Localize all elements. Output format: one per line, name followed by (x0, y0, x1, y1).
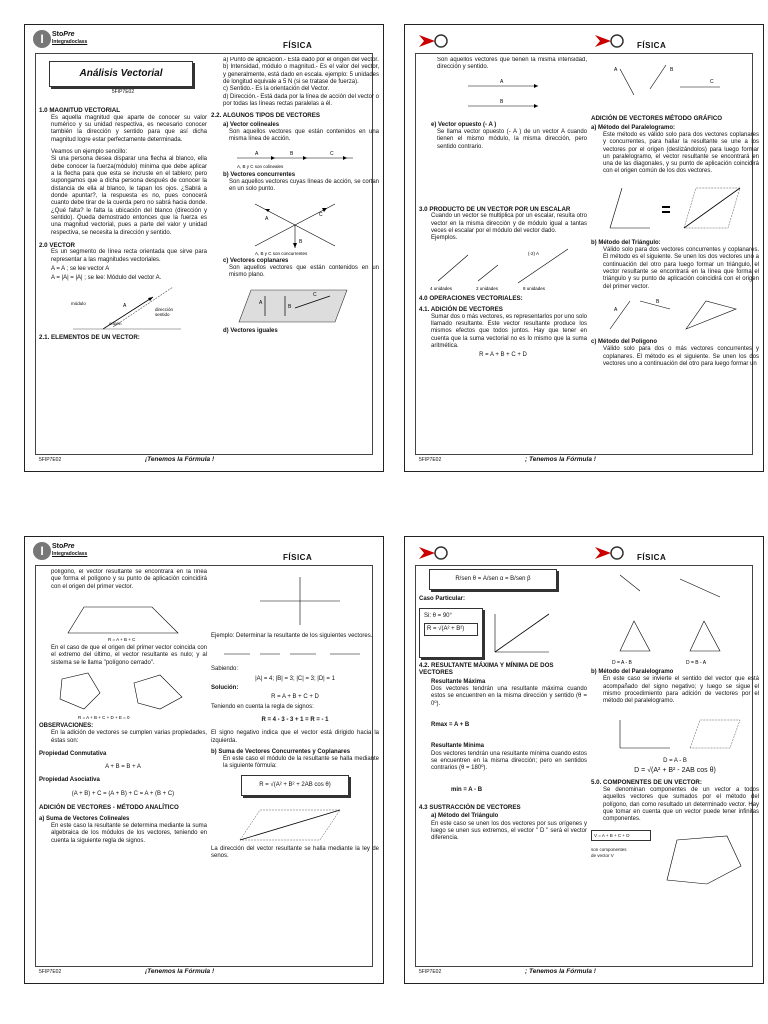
coplanar-vectors-figure (235, 282, 355, 326)
triangle-method-figure (600, 293, 750, 337)
polygon-components-figure (657, 830, 747, 890)
polygon-method-figure (48, 593, 198, 643)
column-right (591, 57, 759, 453)
paragraph: Son aquellos vectores que están contenidos en un mismo plano. (229, 264, 379, 279)
column-right (591, 569, 759, 965)
paragraph: Si una persona desea disparar una flecha al blanco, ella debe conocer la fuerza(módulo) mínima que debe aplicar a la flecha para que esta se incruste en el tablero; pero supongamos que a dicha persona después de conocer la distancia de ella al blanco, le tapan los ojos. ¿Sabrá a donde apuntar?, la respuesta es no, pues conocerá cuanto debe tirar de la cuerda pero no sabrá hacia donde. ¿Qué falta? le falta la ubicación del blanco (dirección y sentido). Queda demostrado entonces que la fuerza es una magnitud vectorial, pues a parte del valor y unidad respectiva, se necesita la dirección y sentido. (51, 156, 207, 236)
paragraph: Ejemplos. (431, 235, 458, 242)
equation: R = 4 - 3 - 3 + 1 = R = - 1 (261, 716, 329, 723)
subheading: OBSERVACIONES: (39, 722, 94, 729)
paragraph: Cuando un vector se multiplica por un escalar, resulta otro vector en la misma dirección y de módulo igual a tantas veces el escalar por el módulo del vector dado. (431, 213, 587, 235)
paragraph: En este caso el módulo de la resultante se halla mediante la siguiente fórmula: (223, 756, 379, 770)
footer-code: 5FIP7E02 (419, 969, 442, 975)
section-heading: ADICIÓN DE VECTORES MÉTODO GRÁFICO (591, 115, 723, 122)
logo-icon: I (33, 542, 51, 560)
paragraph: En el caso de que el origen del primer vector coincida con el extremo del último, el vector resultante es nulo; y al sistema se le llama "polígono cerrado". (51, 644, 207, 666)
paragraph: Es un segmento de línea recta orientada que sirve para representar a las magnitudes vectoriales. (51, 249, 207, 263)
scalar-product-figure (428, 245, 578, 291)
document-title: Análisis Vectorial (49, 61, 193, 87)
subheading: d) Vectores iguales (223, 327, 278, 334)
paragraph: Es aquella magnitud que aparte de conocer su valor numérico y su unidad respectiva, es necesario conocer también la dirección y sentido para que así dicha magnitud logre estar perfectamente determinada. (51, 114, 207, 143)
svg-text:A, B y C son concurrentes: A, B y C son concurrentes (255, 250, 308, 256)
vector-elements-figure (63, 285, 183, 331)
formula-box: R = √(A² + B² + 2AB cos θ) (241, 775, 349, 796)
svg-text:8 unidades: 8 unidades (523, 285, 546, 291)
right-angle-figure (489, 608, 559, 658)
page-1 (24, 24, 384, 472)
section-heading: 4.1. ADICIÓN DE VECTORES (419, 306, 503, 314)
arrow-logo-icon (419, 33, 451, 49)
paragraph: a) Punto de aplicación.- Está dado por el origen del vector. (223, 57, 379, 63)
page-header (25, 25, 383, 53)
svg-text:módulo: módulo (71, 300, 86, 306)
svg-text:B: B (290, 150, 294, 157)
subheading: c) Vectores coplanares (223, 257, 289, 264)
svg-text:(-2) A: (-2) A (528, 250, 540, 256)
subtraction-parallelogram-figure (600, 708, 750, 756)
arrow-logo-icon (595, 33, 627, 49)
page-footer (405, 457, 763, 467)
spacer (419, 151, 587, 203)
paragraph: La dirección del vector resultante se halla mediante la ley de senos. (211, 846, 379, 860)
logo-text: StoPre Integradoclass (52, 31, 88, 45)
equation: min = A - B (451, 786, 483, 793)
svg-text:C: C (313, 291, 317, 298)
subheading: b) Suma de Vectores Concurrentes y Coplanares (211, 748, 351, 755)
subheading: Propiedad Asociativa (39, 777, 100, 784)
paragraph: Ejemplo: Determinar la resultante de los siguientes vectores. (211, 633, 373, 639)
paragraph: A = A ; se lee vector A (51, 266, 110, 273)
collinear-vectors-figure (235, 146, 355, 170)
section-heading: 4.3 SUSTRACCIÓN DE VECTORES (419, 803, 521, 811)
equation: (A + B) + C = (A + B) + C = A + (B + C) (71, 790, 175, 797)
paragraph: El signo negativo indica que el vector está dirigido hacia la izquierda. (211, 730, 379, 744)
logo-text: StoPre Integradoclass (52, 543, 88, 557)
subheading: b) Método del Triángulo: (591, 239, 661, 246)
page-footer (25, 969, 383, 979)
subheading: Caso Particular: (419, 596, 466, 603)
page-footer (405, 969, 763, 979)
parallelogram-figure (600, 178, 750, 238)
paragraph: Son aquellos vectores que están contenidos en una misma línea de acción. (229, 129, 379, 143)
footer-slogan: ¡Tenemos la Fórmula ! (145, 456, 215, 463)
paragraph: Válido solo para dos vectores concurrentes y coplanares. El método es el siguiente. Se unen los dos vectores uno a continuación del otro para luego formar un triángulo, el vector resultante se encontrará en la línea que forma el triángulo y su punto de aplicación coincidirá con el origen del primer vector. (603, 247, 759, 290)
equation: R = A + B + C + D (479, 352, 527, 359)
equation: D = A - B (663, 757, 687, 764)
paragraph: polígono, el vector resultante se encontrará en la línea que forma el polígono y su punto de aplicación coincidirá con el origen del primer vector. (51, 569, 207, 590)
subject-title: FÍSICA (283, 553, 313, 562)
svg-text:C: C (319, 211, 323, 218)
paragraph: En este caso se invierte el sentido del vector que está acompañado del signo negativo; y luego se sigue el mismo procedimiento para adición de vectores por el método del paralelogramo. (603, 676, 759, 705)
paragraph: Teniendo en cuenta la regla de signos: (211, 703, 314, 710)
svg-text:B: B (656, 298, 660, 305)
svg-text:B: B (288, 303, 292, 310)
svg-text:R = A + B + C + D + E = 0: R = A + B + C + D + E = 0 (78, 714, 130, 720)
subheading: c) Método del Polígono (591, 338, 657, 345)
logo-icon: I (33, 30, 51, 48)
section-heading: ADICIÓN DE VECTORES - MÉTODO ANALÍTICO (39, 804, 179, 812)
svg-text:dirección: dirección (155, 306, 174, 312)
paragraph: Se llama vector opuesto (- A ) de un vector A cuando tienen el mismo módulo, la misma dirección, pero sentido contrario. (437, 128, 587, 150)
column-right (211, 569, 379, 965)
subheading: a) Método del Paralelogramo: (591, 124, 676, 131)
footer-code: 5FIP7E02 (39, 969, 62, 975)
paragraph: En este caso la resultante se determina mediante la suma algebraica de los módulos de los vectores, teniendo en cuenta la siguiente regla de signos. (51, 822, 207, 844)
subheading: a) Vector colineales (223, 121, 280, 128)
svg-text:A: A (259, 299, 263, 306)
svg-text:C: C (330, 150, 334, 157)
subheading: Resultante Mínima (431, 743, 485, 750)
svg-text:B: B (670, 67, 674, 73)
paragraph: Se denominan componentes de un vector a todos aquellos vectores que sumados por el método del polígono, dan como resultado un determinado vector. Hay que tomar en cuenta que un vector puede tener infinitas componentes. (603, 786, 759, 823)
section-heading: 1.0 MAGNITUD VECTORIAL (39, 107, 121, 115)
subject-title: FÍSICA (637, 41, 667, 50)
paragraph: Sabiendo: (211, 666, 239, 673)
page-footer (25, 457, 383, 467)
section-heading: 3.0 PRODUCTO DE UN VECTOR POR UN ESCALAR (419, 205, 571, 213)
paragraph: Veamos un ejemplo sencillo: (51, 149, 128, 156)
arrow-logo-icon (419, 545, 451, 561)
closed-polygon-figure (48, 669, 198, 721)
paragraph: En este caso se unen los dos vectores por sus orígenes y luego se unen sus extremos, el vector " D " será el vector diferencia. (431, 820, 587, 842)
law-of-sines-box: R/sen θ = A/sen α = B/sen β (429, 569, 557, 590)
particular-case-box: Si: θ = 90° R = √(A² + B²) (419, 608, 483, 658)
equal-vectors-figure (448, 74, 558, 116)
section-heading: 2.2. ALGUNOS TIPOS DE VECTORES (211, 112, 320, 120)
paragraph: A = |A| = |A| ; se lee: Módulo del vector A. (51, 275, 162, 282)
subheading: a) Método del Triángulo (431, 813, 499, 820)
subheading: b) Vectores concurrentes (223, 171, 296, 178)
subject-title: FÍSICA (283, 41, 313, 50)
document-code: 5FIP7E02 (111, 89, 135, 96)
paragraph: d) Dirección.- Está dada por la línea de acción del vector o por todas las líneas rectas paralelas a él. (223, 93, 379, 107)
section-heading: 5.0. COMPONENTES DE UN VECTOR: (591, 779, 702, 787)
arrow-logo-icon (595, 545, 627, 561)
page-header (25, 537, 383, 565)
resultant-figure (230, 800, 360, 844)
page-2 (404, 24, 764, 472)
subheading: Solución: (211, 684, 239, 691)
paragraph: Son aquellos vectores cuyas líneas de acción, se cortan en un solo punto. (229, 179, 379, 193)
section-heading: 2.0 VECTOR (39, 241, 75, 249)
svg-text:A: A (255, 150, 259, 157)
equation: R = A + B + C + D (271, 694, 319, 701)
svg-text:A: A (614, 67, 618, 73)
svg-text:A, B y C son colineales: A, B y C son colineales (237, 163, 284, 169)
equation: Rmax = A + B (431, 722, 470, 728)
particular-case (419, 608, 587, 658)
svg-text:A: A (500, 78, 504, 85)
section-heading: 2.1. ELEMENTOS DE UN VECTOR: (39, 333, 140, 341)
paragraph: Sumar dos o más vectores, es representarlos por uno solo llamado resultante. Este vector resultante produce los mismos efectos que todos juntos. Hay que tener en cuenta que la suma vectorial no es lo mismo que la suma aritmética. (431, 313, 587, 350)
footer-slogan: ¡Tenemos la Fórmula ! (145, 968, 215, 975)
column-right (211, 57, 379, 453)
svg-text:A: A (265, 215, 269, 222)
subheading: Resultante Máxima (431, 678, 486, 685)
svg-text:4 unidades: 4 unidades (430, 285, 453, 291)
column-left (419, 57, 587, 453)
equation: |A| = 4; |B| = 3; |C| = 3; |D| = 1 (255, 675, 335, 682)
paragraph: c) Sentido.- Es la orientación del Vector. (223, 86, 330, 93)
page-4 (404, 536, 764, 984)
column-left (39, 569, 207, 965)
sign-rule-figure (220, 571, 370, 631)
footer-code: 5FIP7E02 (39, 457, 62, 463)
components-caption: V = A + B + C + D son componentes de vector V (591, 830, 651, 890)
page-3 (24, 536, 384, 984)
footer-slogan: ; Tenemos la Fórmula ! (525, 968, 596, 975)
footer-code: 5FIP7E02 (419, 457, 442, 463)
svg-text:origen: origen (109, 320, 122, 326)
paragraph: En la adición de vectores se cumplen varias propiedades, éstas son: (51, 730, 207, 744)
equation: A + B = B + A (105, 764, 141, 771)
footer-slogan: ; Tenemos la Fórmula ! (525, 456, 596, 463)
subheading: b) Método del Paralelogramo (591, 669, 674, 675)
svg-text:D = B - A: D = B - A (686, 660, 707, 666)
subject-title: FÍSICA (637, 553, 667, 562)
page-header (405, 25, 763, 53)
paragraph: Son aquellos vectores que tienen la misma intensidad, dirección y sentido. (437, 57, 587, 71)
subheading: a) Suma de Vectores Colineales (39, 815, 130, 822)
subheading: e) Vector opuesto (- A ) (431, 121, 497, 128)
page-header (405, 537, 763, 565)
paragraph: Dos vectores tendrán una resultante mínima cuando estos se encuentren en la misma dirección; pero en sentidos contrarios (θ = 180º). (431, 750, 587, 772)
paragraph: Este método es válido solo para dos vectores coplanares y concurrentes, para hallar la resultante se une a los vectores por el origen (deslizándolos) para luego formar un paralelogramo, el vector resultante se encontrará en una de las diagonales, y su punto de aplicación coincidirá con el origen común de los dos vectores. (603, 131, 759, 175)
svg-text:B: B (299, 238, 303, 245)
components-figure (591, 830, 759, 890)
svg-text:A: A (123, 302, 127, 309)
subheading: Propiedad Conmutativa (39, 750, 107, 757)
svg-text:2 unidades: 2 unidades (476, 285, 499, 291)
example-vectors-figure (220, 642, 370, 664)
equation: D = √(A² + B² - 2AB cos θ) (634, 766, 716, 774)
concurrent-vectors-figure (235, 196, 355, 256)
svg-text:R = A + B + C: R = A + B + C (108, 636, 136, 642)
vectors-set-figure (600, 59, 750, 103)
column-left (39, 57, 207, 453)
paragraph: Válido solo para dos o más vectores concurrentes y coplanares. El método es el siguiente. Se unen los dos vectores uno a continuación del otro para luego formar un (603, 346, 759, 367)
svg-text:sentido: sentido (155, 311, 170, 317)
paragraph: Dos vectores tendrán una resultante máxima cuando estos se encuentren en la misma dirección y sentido (θ = 0º). (431, 686, 587, 707)
paragraph: b) Intensidad, módulo o magnitud.- Es el valor del vector, y generalmente, está dado en escala. ejemplo: 5 unidades de longitud equivale a 5 N (si se tratase de fuerza). (223, 64, 379, 85)
svg-text:C: C (710, 79, 714, 85)
svg-text:A: A (614, 306, 618, 313)
section-heading: 4.0 OPERACIONES VECTORIALES: (419, 294, 523, 302)
svg-text:B: B (500, 98, 504, 105)
svg-text:D = A - B: D = A - B (612, 660, 632, 666)
subtraction-triangle-figure (600, 571, 750, 667)
column-left (419, 569, 587, 965)
section-heading: 4.2. RESULTANTE MÁXIMA Y MÍNIMA DE DOS VECTORES (419, 661, 554, 677)
